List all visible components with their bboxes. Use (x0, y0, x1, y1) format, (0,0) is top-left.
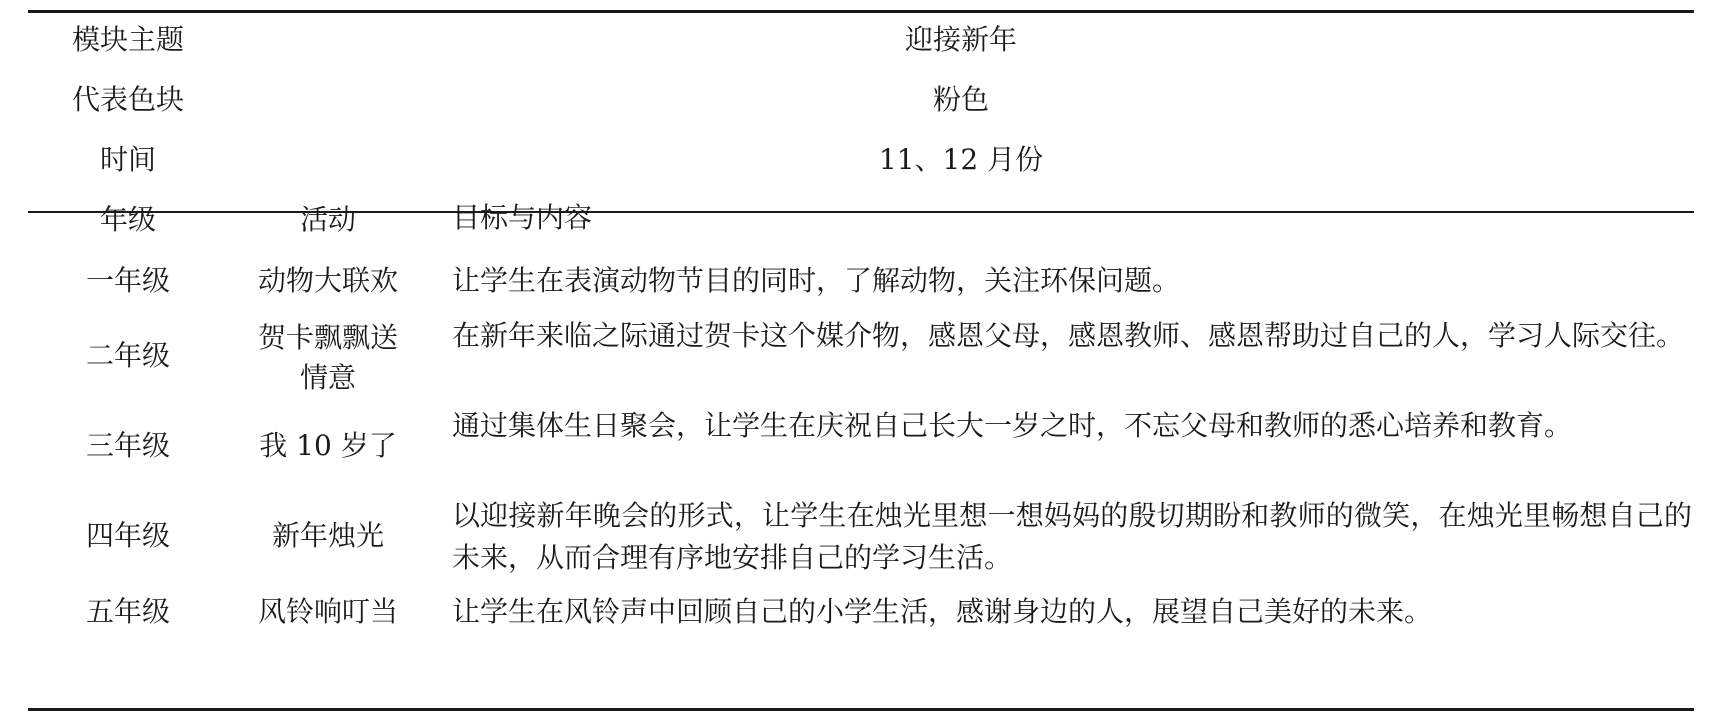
table-row-content: 通过集体生日聚会，让学生在庆祝自己长大一岁之时，不忘父母和教师的悉心培养和教育。 (452, 409, 1573, 442)
table-row-content: 在新年来临之际通过贺卡这个媒介物，感恩父母，感恩教师、感恩帮助过自己的人，学习人际交往。 (452, 319, 1685, 352)
table-row-grade: 四年级 (85, 519, 170, 552)
table-row-grade: 一年级 (85, 264, 170, 297)
table-row-activity: 贺卡飘飘送情意 (257, 321, 398, 394)
table-row-grade: 五年级 (85, 595, 170, 628)
table-row-content: 让学生在风铃声中回顾自己的小学生活，感谢身边的人，展望自己美好的未来。 (452, 595, 1433, 628)
table-row-activity: 我 10 岁了 (259, 429, 397, 462)
column-header-content: 目标与内容 (452, 201, 593, 234)
module-theme-value: 迎接新年 (904, 23, 1017, 56)
time-label: 时间 (99, 143, 156, 176)
table-top-rule (28, 10, 1694, 13)
column-header-activity: 活动 (299, 203, 356, 236)
table-bottom-rule (28, 708, 1694, 711)
table-row-content: 以迎接新年晚会的形式，让学生在烛光里想一想妈妈的殷切期盼和教师的微笑，在烛光里畅想自己的未来，从而合理有序地安排自己的学习生活。 (452, 499, 1692, 574)
activity-table (28, 0, 1694, 722)
table-row-grade: 二年级 (85, 339, 170, 372)
table-row-grade: 三年级 (85, 429, 170, 462)
table-row-activity: 动物大联欢 (257, 264, 398, 297)
color-block-label: 代表色块 (71, 83, 184, 116)
column-header-grade: 年级 (99, 203, 156, 236)
module-theme-label: 模块主题 (71, 23, 184, 56)
time-value: 11、12 月份 (878, 143, 1044, 176)
table-row-content: 让学生在表演动物节目的同时，了解动物，关注环保问题。 (452, 264, 1181, 297)
table-row-activity: 风铃响叮当 (257, 595, 398, 628)
table-row-activity: 新年烛光 (271, 519, 384, 552)
color-block-value: 粉色 (932, 83, 989, 116)
